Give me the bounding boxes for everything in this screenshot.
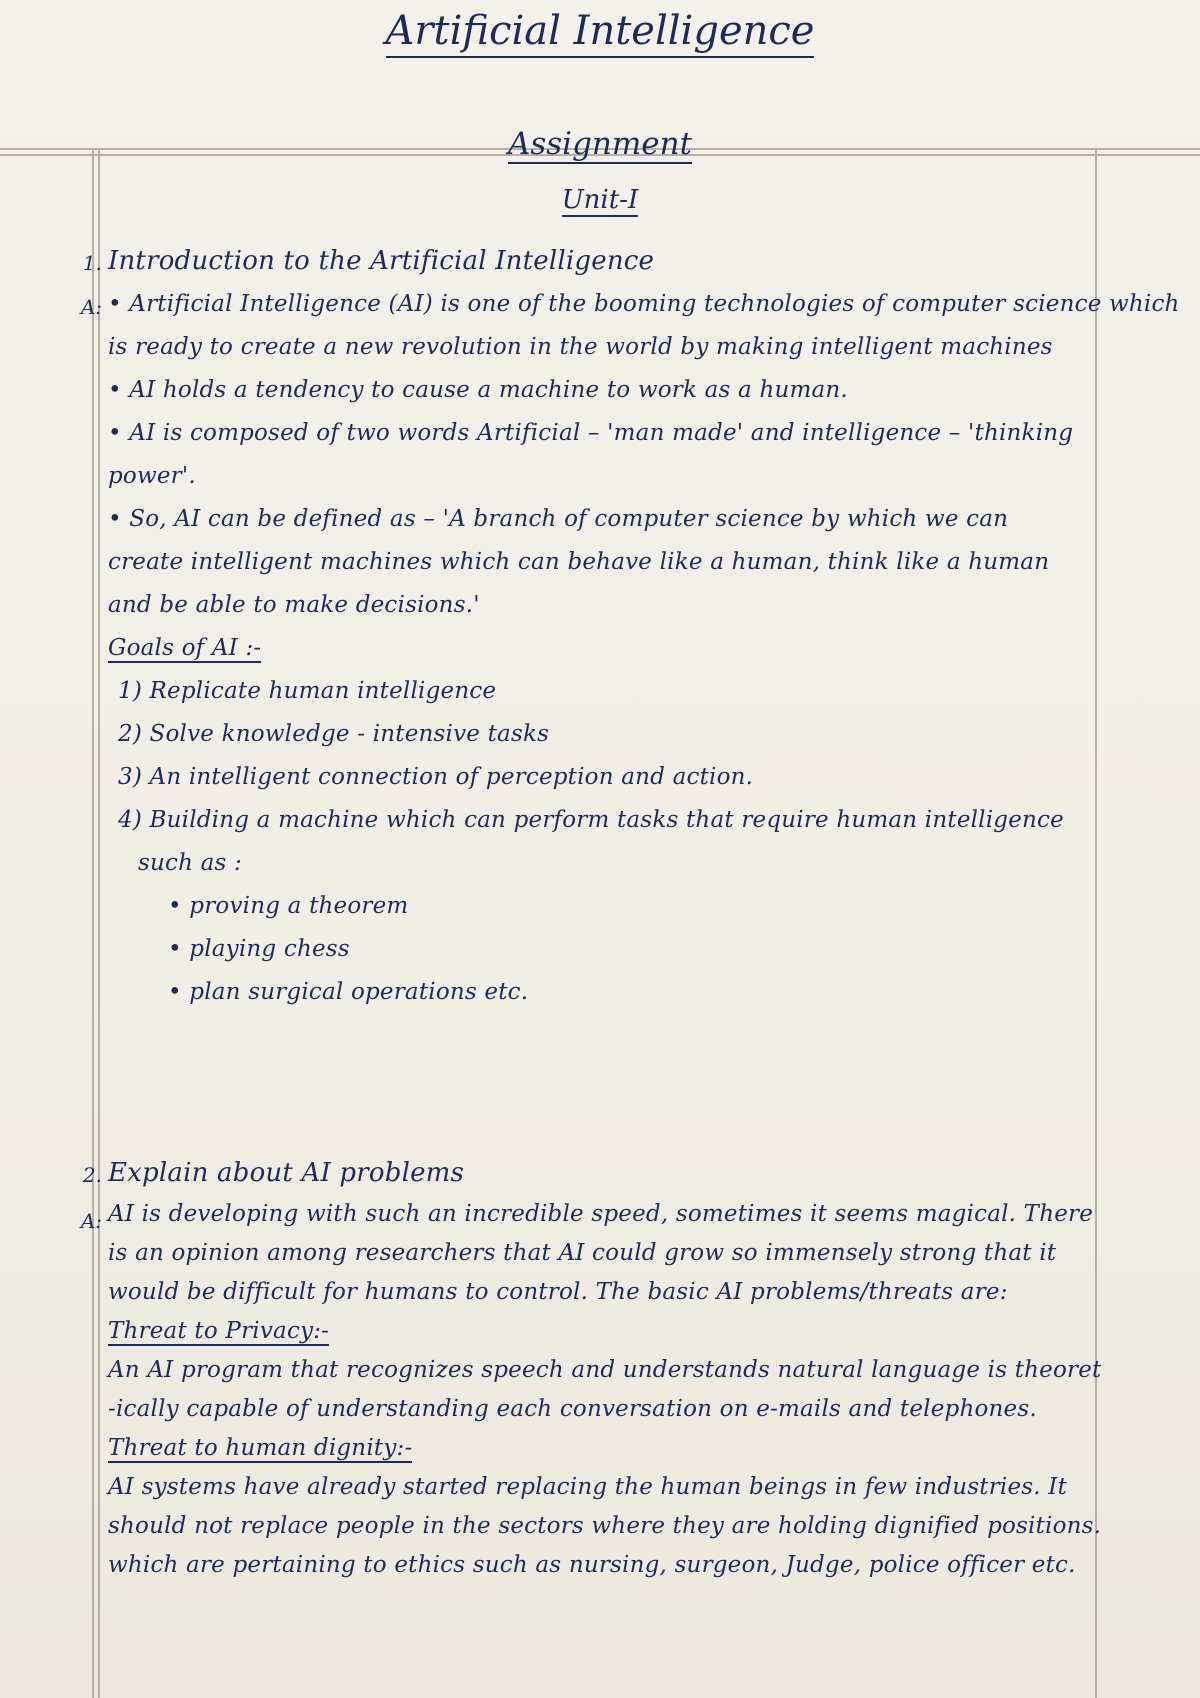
goal-item: 2) Solve knowledge - intensive tasks: [118, 721, 550, 747]
example-item: • plan surgical operations etc.: [168, 979, 529, 1005]
answer-1-line: is ready to create a new revolution in the world by making intelligent machines: [108, 334, 1053, 360]
answer-1-line: • AI is composed of two words Artificial – 'man made' and intelligence – 'thinking: [108, 420, 1074, 446]
answer-1-line: power'.: [108, 463, 196, 489]
dignity-line: which are pertaining to ethics such as nursing, surgeon, Judge, police officer etc.: [108, 1552, 1076, 1578]
goal-item: 3) An intelligent connection of perception and action.: [118, 764, 754, 790]
answer-1-line: • Artificial Intelligence (AI) is one of the booming technologies of computer science which: [108, 291, 1180, 317]
answer-2-label: A:: [80, 1209, 102, 1233]
page-title: Artificial Intelligence: [0, 6, 1200, 56]
question-2-number: 2.: [82, 1163, 102, 1187]
answer-1-line: create intelligent machines which can behave like a human, think like a human: [108, 549, 1050, 575]
goal-item: 1) Replicate human intelligence: [118, 678, 497, 704]
question-1-title: Introduction to the Artificial Intelligence: [108, 246, 655, 276]
goal-item: 4) Building a machine which can perform tasks that require human intelligence: [118, 807, 1064, 833]
example-item: • proving a theorem: [168, 893, 409, 919]
unit-heading: Unit-I: [561, 185, 639, 215]
answer-2-line: is an opinion among researchers that AI could grow so immensely strong that it: [108, 1240, 1057, 1266]
dignity-line: AI systems have already started replacing the human beings in few industries. It: [108, 1474, 1068, 1500]
example-item: • playing chess: [168, 936, 350, 962]
dignity-line: should not replace people in the sectors where they are holding dignified positions.: [108, 1513, 1102, 1539]
answer-2-line: would be difficult for humans to control. The basic AI problems/threats are:: [108, 1279, 1008, 1305]
privacy-line: -ically capable of understanding each conversation on e-mails and telephones.: [108, 1396, 1037, 1422]
assignment-heading: Assignment: [507, 126, 693, 162]
question-1-block: [108, 240, 1192, 1014]
answer-1-line: and be able to make decisions.': [108, 592, 480, 618]
left-margin-line: [92, 150, 94, 1698]
answer-2-line: AI is developing with such an incredible speed, sometimes it seems magical. There: [108, 1201, 1094, 1227]
question-2-block: [108, 1152, 1192, 1585]
left-margin-line-double: [98, 150, 100, 1698]
question-2-title: Explain about AI problems: [108, 1158, 465, 1188]
answer-1-label: A:: [80, 295, 102, 319]
answer-1-line: • AI holds a tendency to cause a machine to work as a human.: [108, 377, 848, 403]
question-1-number: 1.: [82, 251, 102, 275]
goals-heading: Goals of AI :-: [108, 635, 262, 661]
privacy-heading: Threat to Privacy:-: [108, 1318, 330, 1344]
dignity-heading: Threat to human dignity:-: [108, 1435, 413, 1461]
answer-1-line: • So, AI can be defined as – 'A branch of computer science by which we can: [108, 506, 1009, 532]
goal-item-continuation: such as :: [138, 850, 242, 876]
privacy-line: An AI program that recognizes speech and understands natural language is theoret: [108, 1357, 1102, 1383]
